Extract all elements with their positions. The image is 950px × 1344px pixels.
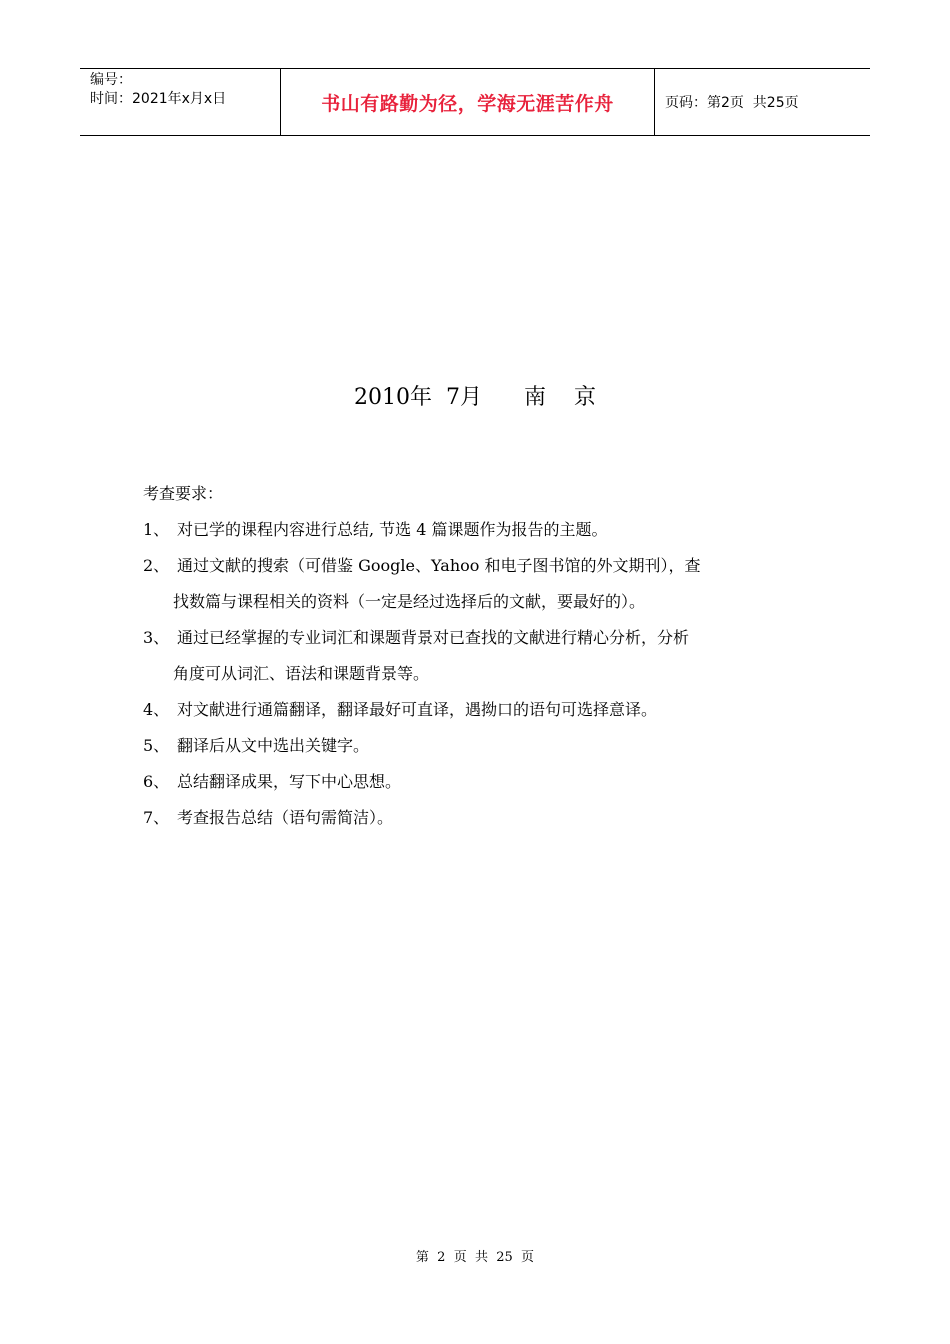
item-number: 1、 — [143, 520, 170, 539]
item-number: 7、 — [143, 808, 170, 827]
item-line: 总结翻译成果，写下中心思想。 — [177, 772, 402, 791]
item-line: 通过文献的搜索（可借鉴 Google、Yahoo 和电子图书馆的外文期刊），查 — [177, 556, 701, 575]
item-number: 6、 — [143, 772, 170, 791]
date-location-line: 2010年 7月 南 京 — [354, 385, 596, 410]
header-page-info: 页码：第2页 共25页 — [665, 95, 799, 111]
time-label: 时间：2021年x月x日 — [90, 91, 227, 107]
number-label: 编号： — [90, 72, 132, 88]
list-item — [143, 698, 813, 722]
requirements-title: 考查要求： — [143, 484, 224, 503]
item-text — [173, 554, 813, 614]
list-item — [143, 518, 813, 542]
item-text — [177, 698, 813, 722]
item-line: 考查报告总结（语句需简洁）。 — [177, 808, 394, 827]
list-item — [143, 770, 813, 794]
item-line: 对已学的课程内容进行总结, 节选 4 篇课题作为报告的主题。 — [177, 520, 608, 539]
item-number: 5、 — [143, 736, 170, 755]
item-line-continuation: 找数篇与课程相关的资料（一定是经过选择后的文献，要最好的）。 — [173, 592, 646, 611]
item-text — [177, 770, 813, 794]
item-text — [177, 734, 813, 758]
item-line: 通过已经掌握的专业词汇和课题背景对已查找的文献进行精心分析，分析 — [177, 628, 690, 647]
item-line-continuation: 角度可从词汇、语法和课题背景等。 — [173, 664, 430, 683]
item-text — [177, 806, 813, 830]
item-number: 3、 — [143, 628, 170, 647]
list-item — [143, 626, 813, 686]
requirements-section — [143, 482, 813, 842]
item-number: 4、 — [143, 700, 170, 719]
item-text — [173, 626, 813, 686]
item-line: 对文献进行通篇翻译，翻译最好可直译，遇拗口的语句可选择意译。 — [177, 700, 658, 719]
item-line: 翻译后从文中选出关键字。 — [177, 736, 370, 755]
header-meta — [80, 69, 281, 135]
page-footer: 第 2 页 共 25 页 — [415, 1250, 535, 1265]
item-text — [177, 518, 813, 542]
page-header — [80, 68, 870, 136]
item-number: 2、 — [143, 556, 170, 575]
list-item — [143, 734, 813, 758]
header-motto: 书山有路勤为径，学海无涯苦作舟 — [281, 69, 655, 135]
list-item — [143, 806, 813, 830]
list-item — [143, 554, 813, 614]
